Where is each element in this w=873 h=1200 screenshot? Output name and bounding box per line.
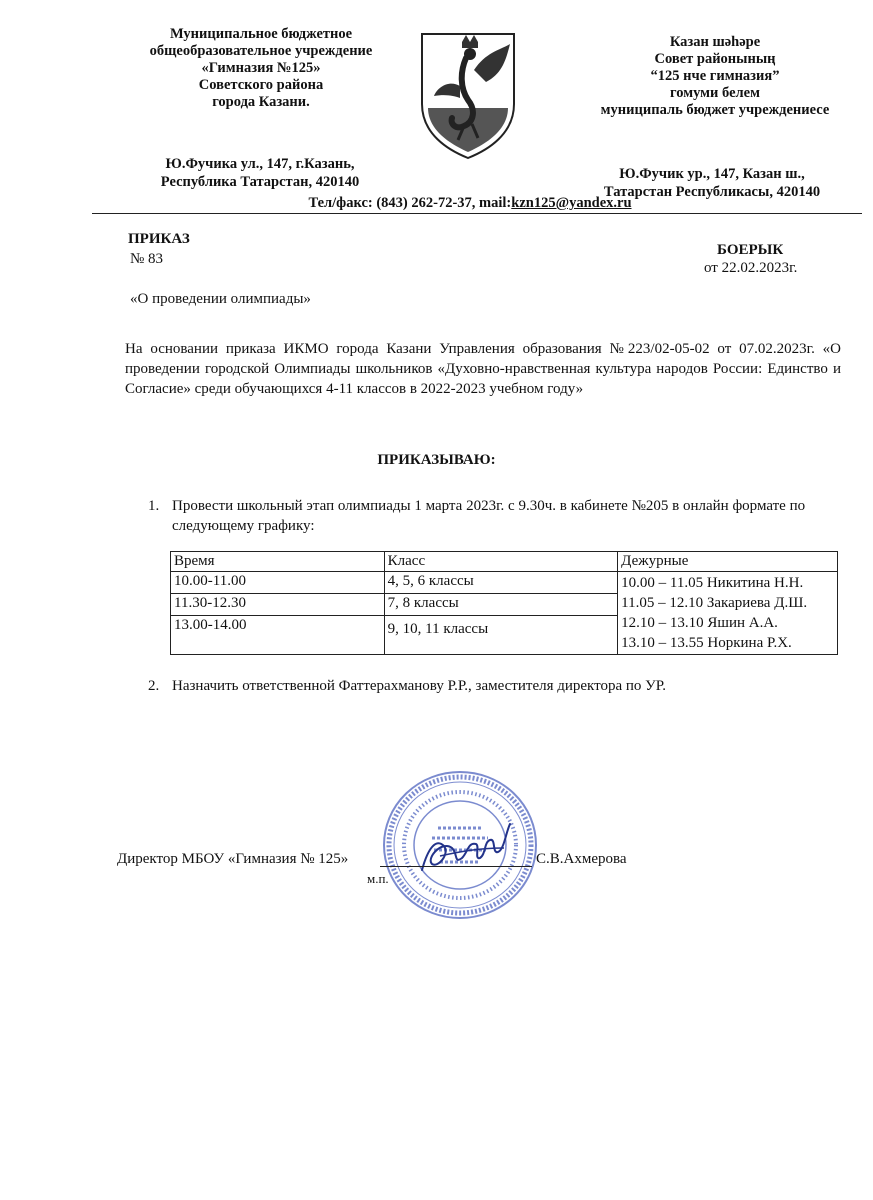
header-org-name-tt [580, 34, 850, 119]
kazan-coat-of-arms-icon [416, 26, 520, 162]
header-left-line: «Гимназия №125» [201, 60, 321, 76]
table-header-cell: Время [171, 552, 385, 572]
order-basis-paragraph: На основании приказа ИКМО города Казани Управления образования №223/02-05-02 от 07.02.2023г. «О проведении городской Олимпиады школьников «Духовно-нравственная культура народов России: Единство и Согласие» среди обучающихся 4-11 классов в 2022-2023 учебном году» [125, 341, 841, 397]
time-cell: 13.00-14.00 [171, 616, 385, 655]
order-item-1 [148, 496, 838, 536]
header-right-line: Казан шәһәре [669, 34, 761, 50]
address-line: Татарстан Республикасы, 420140 [603, 184, 821, 200]
director-position: Директор МБОУ «Гимназия № 125» [117, 851, 349, 867]
duty-line: 10.00 – 11.05 Никитина Н.Н. [621, 575, 804, 591]
director-name: С.В.Ахмерова [536, 851, 627, 867]
seal-place-label: м.п. [367, 871, 389, 886]
order-item-2 [148, 678, 666, 695]
duty-line: 12.10 – 13.10 Яшин А.А. [621, 615, 778, 631]
address-line: Ю.Фучик ур., 147, Казан ш., [619, 166, 805, 182]
header-right-line: Совет районының [654, 51, 776, 67]
header-right-line: “125 нче гимназия” [650, 68, 780, 84]
table-header-cell: Дежурные [618, 552, 838, 572]
header-left-line: города Казани. [212, 94, 310, 110]
header-left-line: Муниципальное бюджетное [169, 26, 353, 42]
address-ru [128, 155, 392, 191]
email-link[interactable]: kzn125@yandex.ru [511, 195, 632, 211]
signature-line [380, 866, 532, 867]
table-header-row [171, 552, 838, 572]
order-subject: «О проведении олимпиады» [130, 291, 311, 307]
item-text: Назначить ответственной Фаттерахманову Р.Р., заместителя директора по УР. [172, 678, 667, 694]
header-right-line: муниципаль бюджет учреждениесе [600, 102, 830, 118]
header-left-line: Советского района [198, 77, 324, 93]
order-number: № 83 [130, 251, 164, 267]
header-divider [92, 213, 862, 214]
table-row [171, 572, 838, 594]
address-line: Республика Татарстан, 420140 [160, 174, 360, 190]
item-text: Провести школьный этап олимпиады 1 марта 2023г. с 9.30ч. в кабинете №205 в онлайн формате по следующему графику: [172, 498, 806, 534]
order-date: от 22.02.2023г. [704, 260, 798, 276]
class-cell: 7, 8 классы [384, 594, 618, 616]
duty-line: 11.05 – 12.10 Закариева Д.Ш. [621, 595, 808, 611]
duty-cell [618, 572, 838, 655]
item-number: 2. [148, 678, 160, 694]
time-cell: 11.30-12.30 [171, 594, 385, 616]
header-right-line: гомуми белем [670, 85, 760, 101]
address-line: Ю.Фучика ул., 147, г.Казань, [165, 156, 355, 172]
table-header-cell: Класс [384, 552, 618, 572]
duty-line: 13.10 – 13.55 Норкина Р.Х. [621, 635, 792, 651]
header-org-name-ru [130, 26, 392, 111]
class-cell: 9, 10, 11 классы [384, 616, 618, 655]
signature-icon [418, 818, 518, 878]
order-title-ru: ПРИКАЗ [128, 231, 190, 247]
class-cell: 4, 5, 6 классы [384, 572, 618, 594]
order-title-tt: БОЕРЫК [717, 242, 784, 258]
time-cell: 10.00-11.00 [171, 572, 385, 594]
header-left-line: общеобразовательное учреждение [149, 43, 373, 59]
item-number: 1. [148, 498, 160, 514]
order-directive-heading: ПРИКАЗЫВАЮ: [377, 452, 496, 468]
contacts-line [260, 195, 680, 212]
schedule-table [170, 551, 838, 655]
contacts-phone: Тел/факс: (843) 262-72-37, mail: [308, 195, 512, 211]
